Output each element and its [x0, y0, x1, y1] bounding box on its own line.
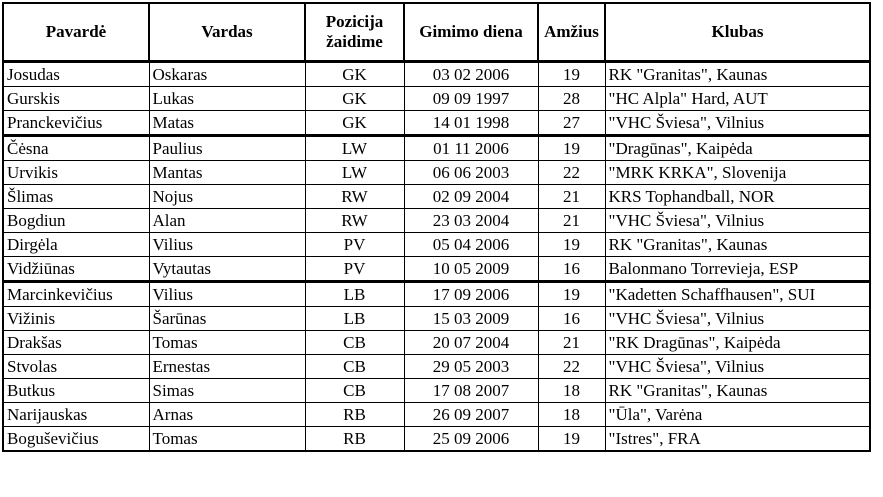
header-position-line2: žaidime [326, 32, 383, 51]
cell-birth: 09 09 1997 [404, 87, 538, 111]
cell-club: RK "Granitas", Kaunas [605, 233, 870, 257]
cell-surname: Bogdiun [3, 209, 149, 233]
cell-club: KRS Tophandball, NOR [605, 185, 870, 209]
cell-position: RW [305, 185, 404, 209]
cell-position: GK [305, 87, 404, 111]
cell-age: 27 [538, 111, 605, 136]
cell-age: 21 [538, 331, 605, 355]
cell-club: "VHC Šviesa", Vilnius [605, 209, 870, 233]
cell-surname: Gurskis [3, 87, 149, 111]
cell-birth: 23 03 2004 [404, 209, 538, 233]
cell-birth: 17 08 2007 [404, 379, 538, 403]
table-row [3, 209, 870, 233]
cell-position: GK [305, 62, 404, 87]
cell-position: CB [305, 379, 404, 403]
cell-position: LB [305, 307, 404, 331]
cell-name: Matas [149, 111, 305, 136]
table-row [3, 331, 870, 355]
cell-name: Mantas [149, 161, 305, 185]
cell-birth: 03 02 2006 [404, 62, 538, 87]
cell-age: 21 [538, 185, 605, 209]
table-row [3, 307, 870, 331]
header-position [305, 3, 404, 62]
table-row [3, 282, 870, 307]
cell-club: "VHC Šviesa", Vilnius [605, 307, 870, 331]
cell-age: 18 [538, 403, 605, 427]
cell-birth: 05 04 2006 [404, 233, 538, 257]
cell-surname: Vidžiūnas [3, 257, 149, 282]
table-row [3, 185, 870, 209]
table-row [3, 403, 870, 427]
cell-name: Alan [149, 209, 305, 233]
cell-birth: 02 09 2004 [404, 185, 538, 209]
cell-club: RK "Granitas", Kaunas [605, 62, 870, 87]
table-row [3, 136, 870, 161]
cell-surname: Čėsna [3, 136, 149, 161]
cell-position: RB [305, 427, 404, 452]
cell-club: RK "Granitas", Kaunas [605, 379, 870, 403]
header-age: Amžius [538, 3, 605, 62]
cell-age: 19 [538, 282, 605, 307]
roster-table-container [2, 2, 871, 452]
cell-age: 19 [538, 136, 605, 161]
cell-name: Tomas [149, 427, 305, 452]
cell-birth: 17 09 2006 [404, 282, 538, 307]
cell-age: 22 [538, 161, 605, 185]
cell-surname: Marcinkevičius [3, 282, 149, 307]
cell-surname: Josudas [3, 62, 149, 87]
table-row [3, 257, 870, 282]
cell-name: Vilius [149, 233, 305, 257]
cell-birth: 26 09 2007 [404, 403, 538, 427]
cell-name: Šarūnas [149, 307, 305, 331]
cell-position: RB [305, 403, 404, 427]
header-row [3, 3, 870, 62]
cell-age: 21 [538, 209, 605, 233]
cell-surname: Pranckevičius [3, 111, 149, 136]
cell-position: GK [305, 111, 404, 136]
table-row [3, 427, 870, 452]
cell-birth: 10 05 2009 [404, 257, 538, 282]
cell-age: 18 [538, 379, 605, 403]
cell-age: 22 [538, 355, 605, 379]
cell-surname: Dirgėla [3, 233, 149, 257]
cell-club: "Istres", FRA [605, 427, 870, 452]
cell-age: 19 [538, 62, 605, 87]
cell-name: Arnas [149, 403, 305, 427]
cell-name: Ernestas [149, 355, 305, 379]
cell-position: LB [305, 282, 404, 307]
table-row [3, 87, 870, 111]
cell-age: 28 [538, 87, 605, 111]
cell-position: CB [305, 355, 404, 379]
cell-club: Balonmano Torrevieja, ESP [605, 257, 870, 282]
cell-surname: Vižinis [3, 307, 149, 331]
cell-surname: Šlimas [3, 185, 149, 209]
cell-position: RW [305, 209, 404, 233]
cell-position: LW [305, 136, 404, 161]
header-surname: Pavardė [3, 3, 149, 62]
cell-name: Vilius [149, 282, 305, 307]
cell-name: Vytautas [149, 257, 305, 282]
cell-age: 16 [538, 257, 605, 282]
cell-club: "VHC Šviesa", Vilnius [605, 355, 870, 379]
cell-birth: 06 06 2003 [404, 161, 538, 185]
cell-club: "Kadetten Schaffhausen", SUI [605, 282, 870, 307]
cell-position: CB [305, 331, 404, 355]
cell-name: Paulius [149, 136, 305, 161]
cell-club: "RK Dragūnas", Kaipėda [605, 331, 870, 355]
cell-club: "MRK KRKA", Slovenija [605, 161, 870, 185]
cell-birth: 25 09 2006 [404, 427, 538, 452]
roster-table [2, 2, 871, 452]
cell-surname: Butkus [3, 379, 149, 403]
cell-club: "Ūla", Varėna [605, 403, 870, 427]
cell-birth: 15 03 2009 [404, 307, 538, 331]
table-row [3, 161, 870, 185]
cell-birth: 01 11 2006 [404, 136, 538, 161]
header-name: Vardas [149, 3, 305, 62]
cell-surname: Narijauskas [3, 403, 149, 427]
cell-age: 16 [538, 307, 605, 331]
cell-birth: 29 05 2003 [404, 355, 538, 379]
cell-name: Simas [149, 379, 305, 403]
table-row [3, 355, 870, 379]
cell-name: Oskaras [149, 62, 305, 87]
cell-club: "VHC Šviesa", Vilnius [605, 111, 870, 136]
cell-birth: 14 01 1998 [404, 111, 538, 136]
cell-age: 19 [538, 233, 605, 257]
cell-surname: Drakšas [3, 331, 149, 355]
header-position-line1: Pozicija [325, 12, 384, 31]
table-row [3, 233, 870, 257]
cell-age: 19 [538, 427, 605, 452]
cell-position: LW [305, 161, 404, 185]
cell-club: "Dragūnas", Kaipėda [605, 136, 870, 161]
cell-birth: 20 07 2004 [404, 331, 538, 355]
cell-surname: Stvolas [3, 355, 149, 379]
cell-surname: Boguševičius [3, 427, 149, 452]
cell-name: Lukas [149, 87, 305, 111]
table-row [3, 111, 870, 136]
cell-name: Nojus [149, 185, 305, 209]
cell-club: "HC Alpla" Hard, AUT [605, 87, 870, 111]
cell-position: PV [305, 233, 404, 257]
header-birth: Gimimo diena [404, 3, 538, 62]
table-body [3, 62, 870, 452]
cell-position: PV [305, 257, 404, 282]
table-row [3, 62, 870, 87]
table-row [3, 379, 870, 403]
cell-surname: Urvikis [3, 161, 149, 185]
cell-name: Tomas [149, 331, 305, 355]
header-club: Klubas [605, 3, 870, 62]
